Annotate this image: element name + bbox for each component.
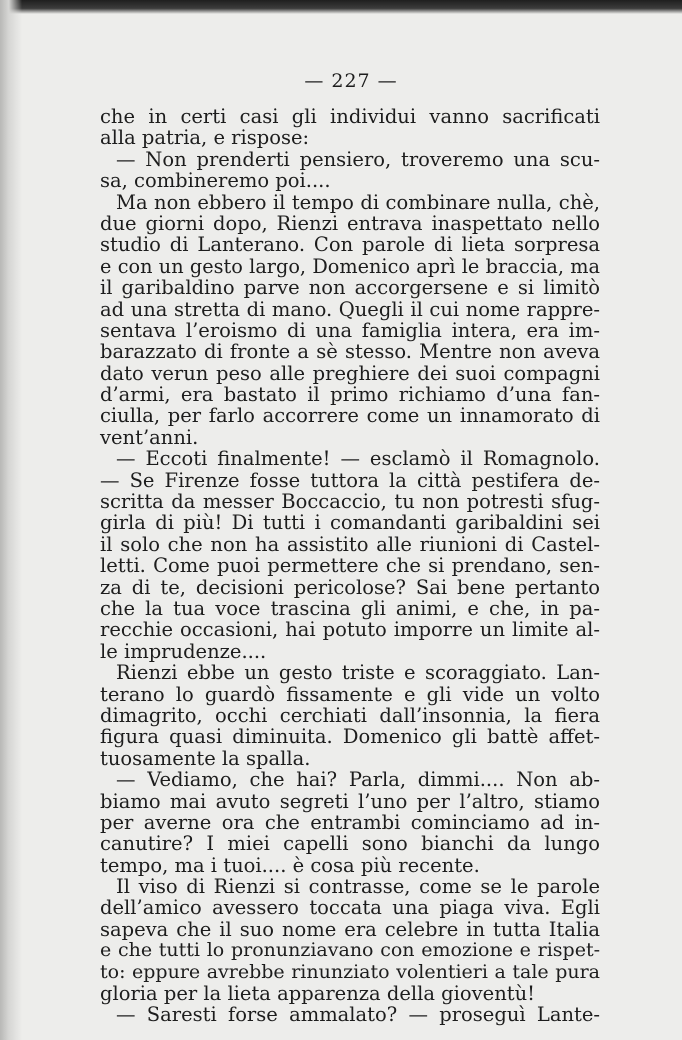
- text-line: sa, combineremo poi....: [100, 169, 331, 193]
- text-line: che la tua voce trascina gli animi, e che, in pa-: [100, 596, 600, 620]
- text-line: — Non prenderti pensiero, troveremo una scu-: [116, 147, 600, 171]
- text-line: to: eppure avrebbe rinunziato volentieri a tale pura: [100, 960, 600, 983]
- text-line: za di te, decisioni pericolose? Sai bene pertanto: [100, 575, 600, 599]
- text-line: terano lo guardò fissamente e gli vide un volto: [100, 682, 600, 706]
- text-line: ciulla, per farlo accorrere come un innamorato di: [100, 404, 600, 428]
- text-line: sentava l’eroismo di una famiglia intera, era im-: [100, 318, 600, 342]
- text-line: vent’anni.: [100, 425, 199, 449]
- text-line: — Eccoti finalmente! — esclamò il Romagnolo.: [116, 447, 600, 471]
- text-line: scritta da messer Boccaccio, tu non potresti sfug-: [100, 490, 600, 514]
- page-number: — 227 —: [304, 70, 398, 92]
- text-line: per averne ora che entrambi cominciamo ad in-: [100, 810, 600, 834]
- text-line: Rienzi ebbe un gesto triste e scoraggiato. Lan-: [116, 661, 600, 685]
- text-line: ad una stretta di mano. Quegli il cui nome rappre-: [100, 297, 600, 321]
- text-line: biamo mai avuto segreti l’uno per l’altro, stiamo: [100, 789, 600, 813]
- text-line: due giorni dopo, Rienzi entrava inaspettato nello: [100, 211, 600, 235]
- text-line: dimagrito, occhi cerchiati dall’insonnia, la fiera: [100, 703, 600, 727]
- text-line: — Saresti forse ammalato? — proseguì Lante-: [116, 1003, 600, 1027]
- text-line: Il viso di Rienzi si contrasse, come se le parole: [116, 875, 600, 899]
- text-line: barazzato di fronte a sè stesso. Mentre non aveva: [100, 340, 600, 364]
- text-line: letti. Come puoi permettere che si prendano, sen-: [100, 554, 600, 578]
- text-line: — Vediamo, che hai? Parla, dimmi.... Non ab-: [116, 768, 600, 792]
- text-line: recchie occasioni, hai potuto imporre un limite al-: [100, 618, 600, 642]
- text-line: gloria per la lieta apparenza della gioventù!: [100, 982, 535, 1006]
- text-line: canutire? I miei capelli sono bianchi da lungo: [100, 832, 600, 856]
- text-line: dato verun peso alle preghiere dei suoi compagni: [100, 361, 600, 385]
- text-line: tuosamente la spalla.: [100, 746, 311, 770]
- text-line: dell’amico avessero toccata una piaga viva. Egli: [100, 896, 600, 920]
- text-line: le imprudenze....: [100, 639, 267, 663]
- text-line: e che tutti lo pronunziavano con emozione e rispet-: [100, 939, 600, 962]
- text-line: che in certi casi gli individui vanno sacrificati: [100, 105, 600, 128]
- text-line: alla patria, e rispose:: [100, 126, 310, 150]
- text-line: il garibaldino parve non accorgersene e si limitò: [100, 276, 600, 300]
- text-line: d’armi, era bastato il primo richiamo d’una fan-: [100, 383, 600, 407]
- text-line: e con un gesto largo, Domenico aprì le braccia, ma: [100, 254, 600, 278]
- text-line: girla di più! Di tutti i comandanti garibaldini sei: [100, 511, 600, 535]
- text-line: il solo che non ha assistito alle riunioni di Castel-: [100, 532, 600, 556]
- text-line: studio di Lanterano. Con parole di lieta sorpresa: [100, 233, 600, 257]
- text-line: tempo, ma i tuoi.... è cosa più recente.: [100, 853, 480, 877]
- text-line: — Se Firenze fosse tuttora la città pestifera de-: [100, 468, 600, 492]
- text-line: figura quasi diminuita. Domenico gli battè affet-: [100, 725, 600, 749]
- page-text: [100, 106, 600, 1026]
- text-line: sapeva che il suo nome era celebre in tutta Italia: [100, 917, 600, 941]
- text-line: Ma non ebbero il tempo di combinare nulla, chè,: [116, 190, 600, 214]
